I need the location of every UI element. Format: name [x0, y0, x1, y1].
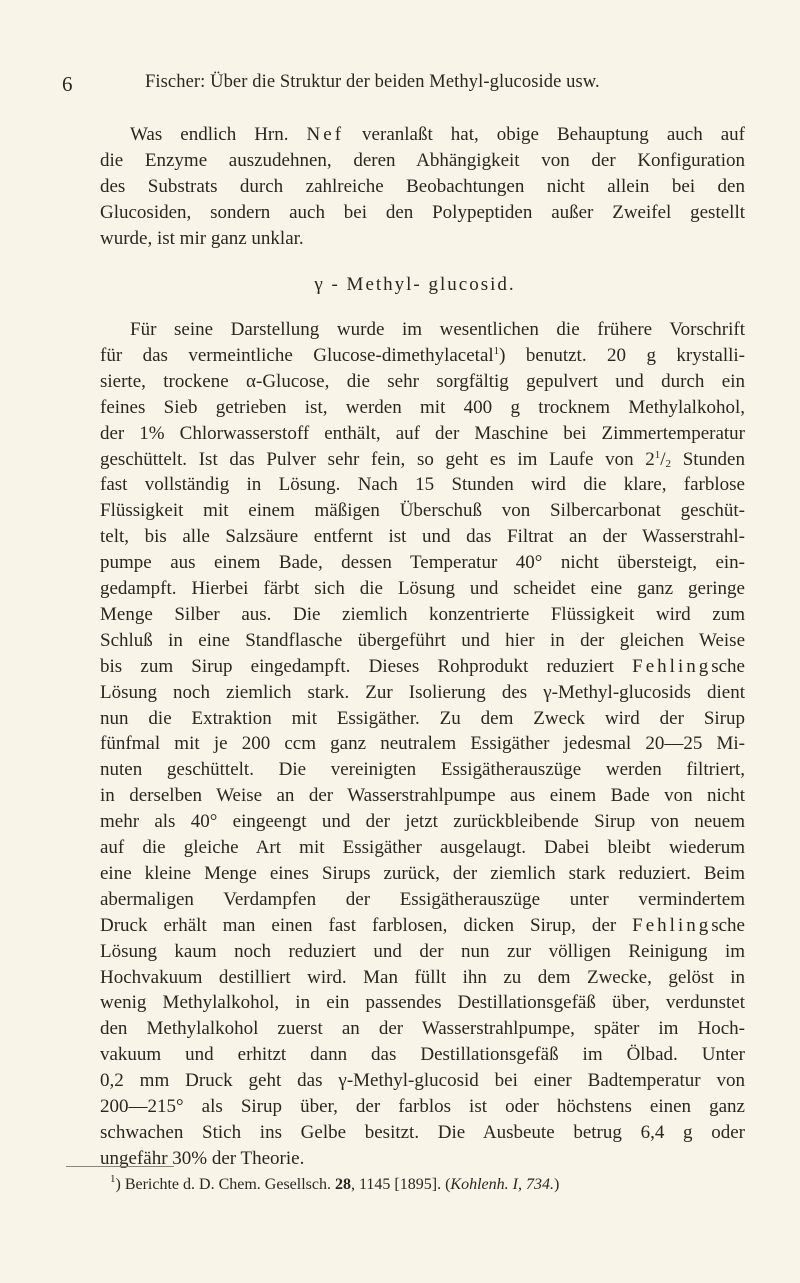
text-segment: Flüssigkeit mit einem mäßigen Überschuß von Silbercarbonat geschüt- [100, 500, 745, 522]
footnote-text: ) Berichte d. D. Chem. Gesellsch. [115, 1176, 335, 1193]
text-segment: pumpe aus einem Bade, dessen Temperatur 40° nicht übersteigt, ein- [100, 552, 745, 574]
text-segment: fast vollständig in Lösung. Nach 15 Stunden wird die klare, farblose [100, 474, 745, 496]
text-segment: sierte, trockene α-Glucose, die sehr sorgfältig gepulvert und durch ein [100, 370, 745, 392]
page-number: 6 [62, 72, 73, 96]
text-line [100, 449, 745, 471]
text-line [100, 423, 745, 445]
text-segment: wurde, ist mir ganz unklar. [100, 227, 304, 249]
text-line [100, 1070, 745, 1092]
text-segment: Was endlich Hrn. [130, 124, 307, 145]
text-line [100, 371, 745, 393]
text-segment: veranlaßt hat, obige Behauptung auch auf [344, 124, 745, 145]
text-segment: die Enzyme auszudehnen, deren Abhängigkeit von der Konfiguration [100, 149, 745, 171]
text-segment: bis zum Sirup eingedampft. Dieses Rohprodukt reduziert [100, 655, 633, 677]
text-line [100, 345, 745, 367]
text-segment: des Substrats durch zahlreiche Beobachtungen nicht allein bei den [100, 175, 745, 197]
spaced-name: Nef [306, 124, 345, 145]
text-segment: nuten geschüttelt. Die vereinigten Essigätherauszüge werden filtriert, [100, 759, 745, 781]
text-line [100, 708, 745, 730]
text-line [100, 500, 745, 522]
footnote [110, 1173, 560, 1194]
text-segment: schwachen Stich ins Gelbe besitzt. Die Ausbeute betrug 6,4 g oder [100, 1121, 745, 1143]
text-segment: Für seine Darstellung wurde im wesentlichen die frühere Vorschrift [130, 319, 745, 340]
running-header: Fischer: Über die Struktur der beiden Methyl-glucoside usw. [145, 72, 600, 92]
text-segment: den Methylalkohol zuerst an der Wasserstrahlpumpe, später im Hoch- [100, 1018, 745, 1040]
text-segment: 1 [654, 448, 661, 461]
text-segment: Glucosiden, sondern auch bei den Polypeptiden außer Zweifel gestellt [100, 201, 745, 223]
text-line [130, 124, 745, 146]
text-line [100, 1096, 745, 1118]
text-segment: ungefähr 30% der Theorie. [100, 1147, 305, 1169]
text-line [100, 915, 745, 937]
text-segment: eine kleine Menge eines Sirups zurück, der ziemlich stark reduziert. Beim [100, 862, 745, 884]
text-line [100, 526, 745, 548]
text-segment: Hochvakuum destilliert wird. Man füllt ihn zu dem Zwecke, gelöst in [100, 966, 745, 988]
text-line [100, 474, 745, 496]
footnote-volume: 28 [335, 1176, 351, 1193]
text-line [100, 1122, 745, 1144]
text-line [100, 733, 745, 755]
text-segment: fünfmal mit je 200 ccm ganz neutralem Essigäther jedesmal 20—25 Mi- [100, 733, 745, 755]
spaced-name: Fehling [632, 914, 712, 936]
text-segment: Schluß in eine Standflasche übergeführt und hier in der gleichen Weise [100, 629, 745, 651]
text-line [100, 552, 745, 574]
text-segment: sche [711, 914, 745, 936]
text-segment: der 1% Chlorwasserstoff enthält, auf der Maschine bei Zimmertemperatur [100, 422, 745, 444]
text-line [100, 941, 745, 963]
text-segment: feines Sieb getrieben ist, werden mit 400 g trocknem Methylalkohol, [100, 396, 745, 418]
spaced-name: Fehling [632, 655, 712, 677]
text-line [100, 202, 745, 224]
text-segment: mehr als 40° eingeengt und der jetzt zurückbleibende Sirup von neuem [100, 811, 745, 833]
text-segment: 1 [493, 344, 500, 357]
text-line [100, 228, 745, 250]
text-line [100, 656, 745, 678]
footnote-text: ) [553, 1176, 560, 1193]
text-segment: in derselben Weise an der Wasserstrahlpumpe aus einem Bade von nicht [100, 785, 745, 807]
text-segment: ) benutzt. 20 g krystalli- [499, 344, 745, 366]
text-line [100, 863, 745, 885]
text-segment: 2 [665, 457, 672, 470]
text-segment: geschüttelt. Ist das Pulver sehr fein, so geht es im Laufe von 2 [100, 448, 655, 470]
text-line [100, 759, 745, 781]
text-line [100, 889, 745, 911]
section-heading: γ - Methyl- glucosid. [314, 274, 516, 295]
text-segment: Stunden [671, 448, 745, 470]
footnote-text: , 1145 [1895]. ( [351, 1176, 451, 1193]
text-line [100, 1148, 745, 1170]
text-segment: vakuum und erhitzt dann das Destillationsgefäß im Ölbad. Unter [100, 1044, 745, 1066]
text-segment: telt, bis alle Salzsäure entfernt ist und das Filtrat an der Wasserstrahl- [100, 526, 745, 548]
text-segment: wenig Methylalkohol, in ein passendes Destillationsgefäß über, verdunstet [100, 992, 745, 1014]
text-line [100, 992, 745, 1014]
text-line [100, 1018, 745, 1040]
text-line [100, 630, 745, 652]
text-segment: 200—215° als Sirup über, der farblos ist oder höchstens einen ganz [100, 1096, 745, 1117]
text-segment: für das vermeintliche Glucose-dimethylacetal [100, 344, 494, 366]
text-line [100, 578, 745, 600]
text-segment: nun die Extraktion mit Essigäther. Zu dem Zweck wird der Sirup [100, 707, 745, 729]
text-line [100, 397, 745, 419]
footnote-marker: 1 [110, 1173, 116, 1185]
text-segment: gedampft. Hierbei färbt sich die Lösung und scheidet eine ganz geringe [100, 578, 745, 599]
text-segment: Menge Silber aus. Die ziemlich konzentrierte Flüssigkeit wird zum [100, 603, 745, 625]
text-line [100, 811, 745, 833]
text-line [100, 967, 745, 989]
text-segment: abermaligen Verdampfen der Essigätherauszüge unter vermindertem [100, 888, 745, 910]
text-line [100, 150, 745, 172]
text-segment: sche [711, 655, 745, 677]
text-line [100, 176, 745, 198]
footnote-reference: Kohlenh. I, 734. [450, 1176, 554, 1193]
text-line [100, 837, 745, 859]
text-segment: 0,2 mm Druck geht das γ-Methyl-glucosid bei einer Badtemperatur von [100, 1070, 745, 1092]
text-line [100, 682, 745, 704]
text-segment: / [660, 448, 666, 470]
text-segment: auf die gleiche Art mit Essigäther ausgelaugt. Dabei bleibt wiederum [100, 837, 745, 858]
text-line [100, 785, 745, 807]
text-segment: Lösung noch ziemlich stark. Zur Isolierung des γ-Methyl-glucosids dient [100, 681, 745, 703]
footnote-divider [66, 1166, 174, 1167]
text-segment: Lösung kaum noch reduziert und der nun zur völligen Reinigung im [100, 940, 745, 962]
text-line [100, 1044, 745, 1066]
text-segment: Druck erhält man einen fast farblosen, dicken Sirup, der [100, 914, 633, 936]
text-line [100, 604, 745, 626]
text-line [130, 319, 745, 341]
